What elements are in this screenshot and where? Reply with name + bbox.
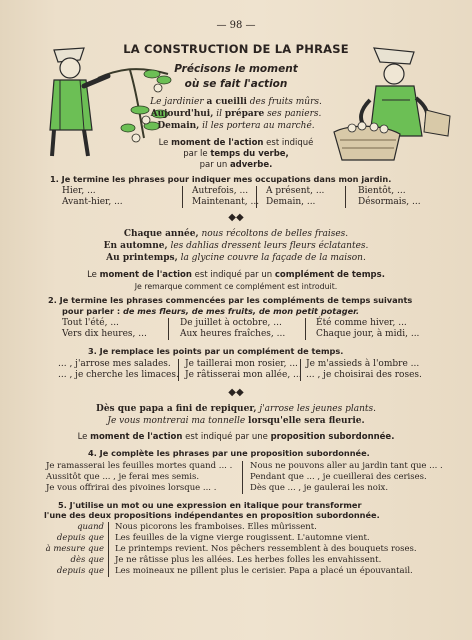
exercise-4-heading: 4. Je complète les phrases par une proposition subordonnée. <box>88 448 370 458</box>
column-divider <box>305 318 306 340</box>
column-divider <box>168 318 169 340</box>
separator-ornament: ◆◆ <box>228 387 244 398</box>
ex2-col-2: De juillet à octobre, ... Aux heures fraîches, ... <box>180 318 286 339</box>
rule-1-line-1: Le moment de l'action est indiqué <box>158 138 314 148</box>
rule-2: Le moment de l'action est indiqué par un complément de temps. <box>87 270 385 280</box>
example-sentence-3: Au printemps, la glycine couvre la façade de la maison. <box>106 253 366 263</box>
ex5-word-list: quand depuis que à mesure que dès que depuis que <box>45 522 104 576</box>
subtitle-line-2: où se fait l'action <box>184 78 288 90</box>
exercise-2-heading-line-2: pour parler : de mes fleurs, de mes fruits, de mon petit potager. <box>62 306 360 316</box>
rule-1-line-3: par un adverbe. <box>199 160 273 170</box>
rule-2-note: Je remarque comment ce complément est introduit. <box>134 282 338 291</box>
column-divider <box>108 522 109 577</box>
exercise-3-heading: 3. Je remplace les points par un complément de temps. <box>88 346 344 356</box>
example-sentence-1: Chaque année, nous récoltons de belles fraises. <box>123 229 349 239</box>
ex3-col-1: ... , j'arrose mes salades. ... , je cherche les limaces. <box>58 359 179 380</box>
rule-1-line-2: par le temps du verbe, <box>183 149 289 159</box>
column-divider <box>256 186 257 208</box>
ex2-col-1: Tout l'été, ... Vers dix heures, ... <box>62 318 147 339</box>
ex1-col-1: Hier, ... Avant-hier, ... <box>62 186 123 207</box>
intro-sentence-1: Le jardinier a cueilli des fruits mûrs. <box>150 97 322 107</box>
column-divider <box>182 186 183 208</box>
ex3-col-3: Je m'assieds à l'ombre ... ... , je choisirai des roses. <box>306 359 422 380</box>
subtitle-line-1: Précisons le moment <box>174 63 298 75</box>
ex4-right-column: Nous ne pouvons aller au jardin tant que ... . Pendant que ... , je cueillerai des cerises. Dès que ... , je gaulerai les noix. <box>250 461 443 493</box>
ex3-col-2: Je taillerai mon rosier, ... Je râtisserai mon allée, ... <box>185 359 302 380</box>
intro-sentence-3: Demain, il les portera au marché. <box>157 121 315 131</box>
exercise-5-heading-line-2: l'une des deux propositions indépendantes en proposition subordonnée. <box>44 510 380 520</box>
column-divider <box>300 359 301 381</box>
column-divider <box>178 359 179 381</box>
separator-ornament: ◆◆ <box>228 212 244 223</box>
chapter-title: LA CONSTRUCTION DE LA PHRASE <box>123 42 349 56</box>
ex1-col-4: Bientôt, ... Désormais, ... <box>358 186 421 207</box>
ex1-col-3: A présent, ... Demain, ... <box>266 186 325 207</box>
rule-3: Le moment de l'action est indiqué par une proposition subordonnée. <box>77 432 395 442</box>
exercise-5-heading-line-1: 5. J'utilise un mot ou une expression en italique pour transformer <box>58 500 362 510</box>
column-divider <box>345 186 346 208</box>
ex2-col-3: Été comme hiver, ... Chaque jour, à midi, ... <box>316 318 420 339</box>
exercise-2-heading-line-1: 2. Je termine les phrases commencées par les compléments de temps suivants <box>48 295 413 305</box>
column-divider <box>242 461 243 494</box>
ex5-sentences: Nous picorons les framboises. Elles mûrissent. Les feuilles de la vigne vierge rougissent. L'automne vient. Le printemps revient. Nos pêchers ressemblent à des bouquets roses. Je ne râtisse plus les allées. Les herbes folles les envahissent. Les moineaux ne pillent plus le cerisier. Papa a placé un épouvantail. <box>115 522 417 576</box>
page-number: — 98 — <box>216 20 256 31</box>
intro-sentence-2: Aujourd'hui, il prépare ses paniers. <box>150 109 322 119</box>
example-subordinate-2: Je vous montrerai ma tonnelle lorsqu'elle sera fleurie. <box>107 416 365 426</box>
ex1-col-2: Autrefois, ... Maintenant, ... <box>192 186 260 207</box>
ex4-left-column: Je ramasserai les feuilles mortes quand ... . Aussitôt que ... , je ferai mes semis. Je vous offrirai des pivoines lorsque ... . <box>46 461 233 493</box>
exercise-1-heading: 1. Je termine les phrases pour indiquer mes occupations dans mon jardin. <box>50 174 392 184</box>
example-sentence-2: En automne, les dahlias dressent leurs fleurs éclatantes. <box>103 241 369 251</box>
example-subordinate-1: Dès que papa a fini de repiquer, j'arrose les jeunes plants. <box>96 404 376 414</box>
